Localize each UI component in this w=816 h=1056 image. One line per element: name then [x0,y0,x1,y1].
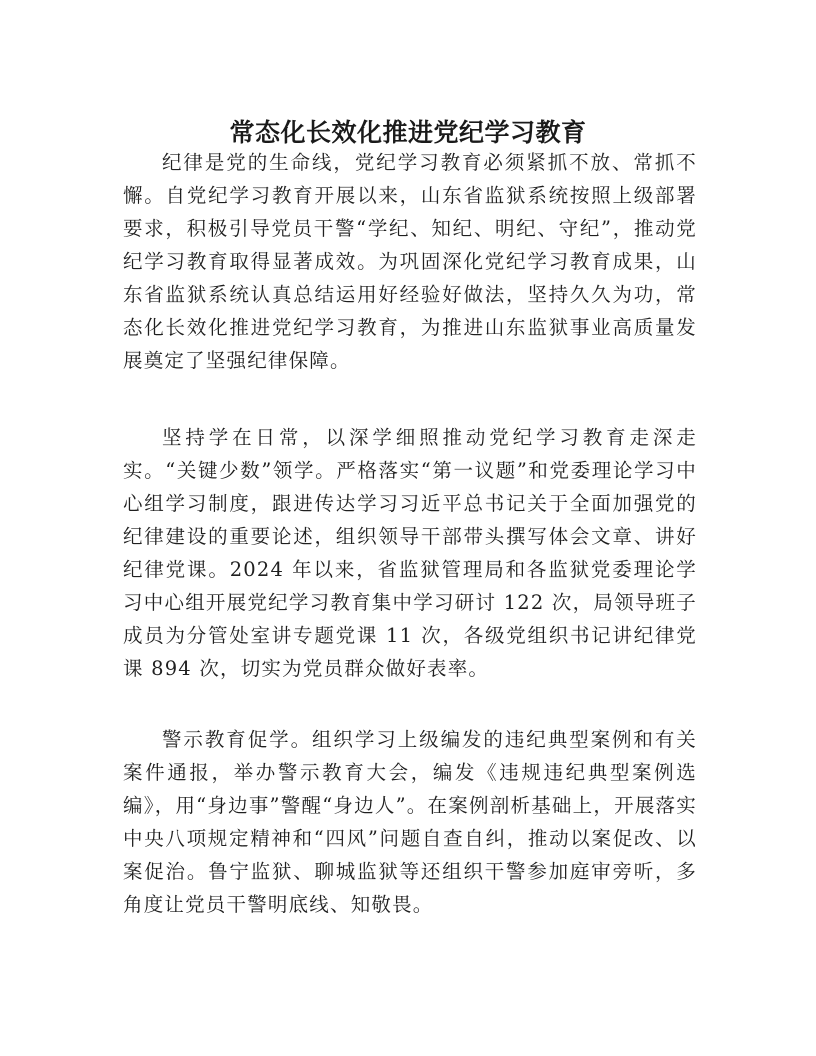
paragraph-3: 警示教育促学。组织学习上级编发的违纪典型案例和有关案件通报，举办警示教育大会，编发《违规违纪典型案例选编》，用“身边事”警醒“身边人”。在案例剖析基础上，开展落实中央八项规定精神和“四风”问题自查自纠，推动以案促改、以案促治。鲁宁监狱、聊城监狱等还组织干警参加庭审旁听，多角度让党员干警明底线、知敬畏。 [123,728,697,916]
document-title: 常态化长效化推进党纪学习教育 [229,117,587,147]
paragraph-1: 纪律是党的生命线，党纪学习教育必须紧抓不放、常抓不懈。自党纪学习教育开展以来，山东省监狱系统按照上级部署要求，积极引导党员干警“学纪、知纪、明纪、守纪”，推动党纪学习教育取得显著成效。为巩固深化党纪学习教育成果，山东省监狱系统认真总结运用好经验好做法，坚持久久为功，常态化长效化推进党纪学习教育，为推进山东监狱事业高质量发展奠定了坚强纪律保障。 [123,151,697,372]
paragraph-2: 坚持学在日常，以深学细照推动党纪学习教育走深走实。“关键少数”领学。严格落实“第一议题”和党委理论学习中心组学习制度，跟进传达学习习近平总书记关于全面加强党的纪律建设的重要论述，组织领导干部带头撰写体会文章、讲好纪律党课。2024 年以来，省监狱管理局和各监狱党委理论学习中心组开展党纪学习教育集中学习研讨 122 次，局领导班子成员为分管处室讲专题党课 11 次，各级党组织书记讲纪律党课 894 次，切实为党员群众做好表率。 [123,426,697,680]
